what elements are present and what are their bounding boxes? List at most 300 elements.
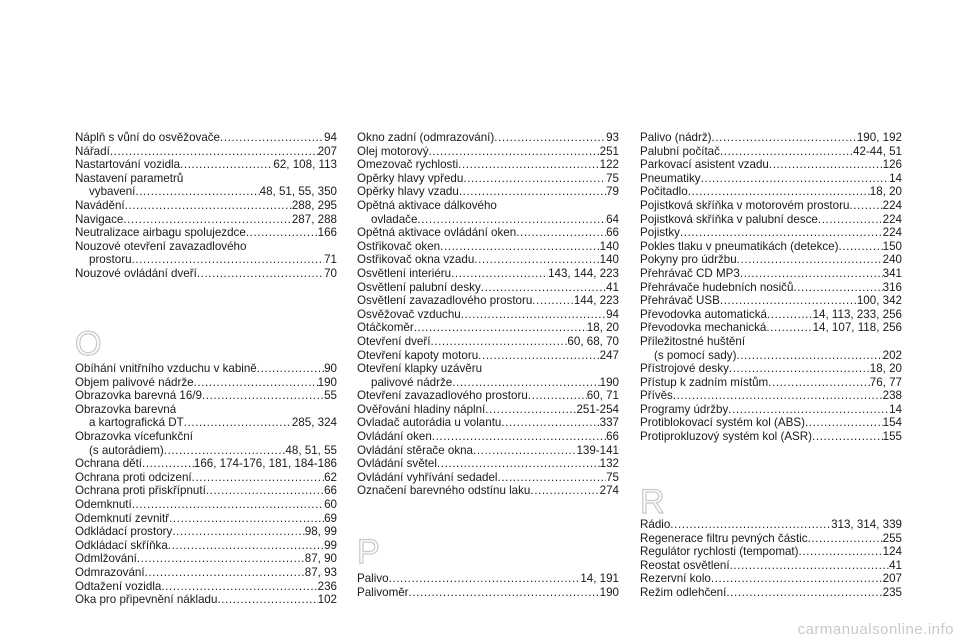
index-entry-label: Osvětlení zavazadlového prostoru: [357, 294, 533, 308]
dot-leader: [220, 131, 324, 145]
index-entry-pages: 337: [599, 416, 619, 430]
index-entry-label: Parkovací asistent vzadu: [640, 158, 769, 172]
index-entry-row: [75, 213, 337, 227]
index-entry-pages: 18, 20: [869, 185, 902, 199]
index-entry: [357, 131, 619, 145]
index-entry-row: [75, 444, 337, 458]
index-entry-row: [357, 158, 619, 172]
dot-leader: [217, 593, 317, 607]
index-entry-label: a kartografická DT: [89, 416, 184, 430]
index-entry-pages: 48, 51, 55: [285, 443, 337, 457]
index-entry-pages: 93: [606, 131, 619, 144]
index-entry: [357, 267, 619, 281]
index-entry-row: [640, 376, 902, 390]
index-entry-label: Pojistková skříňka v palubní desce: [640, 212, 818, 226]
index-entry-pages: 238: [882, 389, 902, 403]
dot-leader: [805, 416, 883, 430]
index-entry-row: [357, 403, 619, 417]
index-entry: [75, 580, 337, 594]
dot-leader: [740, 267, 883, 281]
index-entry-row: [640, 362, 902, 376]
dot-leader: [473, 444, 576, 458]
index-entry-label: Rádio: [640, 518, 671, 531]
index-entry-row: [640, 158, 902, 172]
index-entry-label: Oka pro připevnění nákladu: [75, 593, 218, 607]
index-entry-label: Ochrana dětí: [75, 457, 143, 471]
index-entry: [75, 376, 337, 390]
index-entry-heading: Obrazovka vícefunkční: [75, 429, 193, 443]
index-entry-label: Opětná aktivace ovládání oken: [357, 226, 517, 240]
index-entry-row: [640, 240, 902, 254]
index-entry-row: [75, 552, 337, 566]
dot-leader: [670, 518, 831, 532]
index-entry-pages: 251-254: [576, 402, 619, 416]
index-entry-label: Omezovač rychlosti: [357, 158, 459, 172]
index-entry-pages: 66: [606, 430, 619, 444]
index-entry-label: Režim odlehčení: [640, 585, 727, 599]
index-entry-pages: 287, 288: [291, 212, 337, 226]
index-entry-pages: 255: [882, 531, 902, 545]
index-entry-pages: 166: [317, 226, 337, 240]
index-entry-row: [75, 362, 337, 376]
index-entry-row: [357, 145, 619, 159]
index-entry: [357, 226, 619, 240]
index-entry: [357, 389, 619, 403]
index-entry-label: Ovládání stěrače okna: [357, 443, 474, 457]
dot-leader: [793, 281, 882, 295]
dot-leader: [206, 484, 324, 498]
index-entry-label: Ovladač autorádia u volantu: [357, 416, 502, 430]
dot-leader: [838, 240, 882, 254]
dot-leader: [110, 145, 318, 159]
index-entry-pages: 94: [324, 131, 337, 144]
index-entry-row: [640, 226, 902, 240]
entries-p: [357, 572, 619, 599]
index-column-3: [640, 131, 902, 444]
dot-leader: [135, 185, 259, 199]
index-entry-pages: 190: [599, 375, 619, 389]
dot-leader: [409, 586, 600, 600]
index-entry: [640, 213, 902, 227]
index-entry-row: [75, 253, 337, 267]
index-entry-label: ovladače: [371, 212, 418, 226]
index-entry-row: [640, 559, 902, 573]
index-entry-label: Náplň s vůní do osvěžovače: [75, 131, 221, 144]
index-entry-row: [357, 389, 619, 403]
index-entry-row: [357, 253, 619, 267]
index-entry-pages: 235: [882, 585, 902, 599]
dot-leader: [768, 376, 870, 390]
section-letter-r: R: [640, 483, 665, 521]
index-entry-label: Přehrávač CD MP3: [640, 266, 740, 280]
index-entry-label: Opěrky hlavy vzadu: [357, 185, 459, 199]
dot-leader: [414, 321, 587, 335]
dot-leader: [849, 199, 882, 213]
index-entry-label: Protiprokluzový systém kol (ASR): [640, 430, 813, 444]
index-entry-pages: 251: [599, 144, 619, 158]
index-entry-row: [357, 444, 619, 458]
index-entry-pages: 341: [882, 266, 902, 280]
index-entry-pages: 60, 71: [586, 389, 619, 403]
index-entry-label: Ověřování hladiny náplní: [357, 402, 486, 416]
dot-leader: [459, 185, 606, 199]
index-entry: [357, 471, 619, 485]
index-column-1-o: [75, 362, 337, 607]
index-entry: [640, 145, 902, 159]
index-entry-label: Objem palivové nádrže: [75, 375, 194, 389]
dot-leader: [145, 566, 305, 580]
index-entry-label: Označení barevného odstínu laku: [357, 484, 531, 498]
index-entry: [75, 158, 337, 172]
index-entry: [75, 539, 337, 553]
dot-leader: [463, 172, 606, 186]
index-entry-pages: 166, 174-176, 181, 184-186: [193, 457, 337, 471]
index-entry-pages: 190: [599, 585, 619, 599]
index-entry-row: [640, 389, 902, 403]
index-entry-row: [75, 158, 337, 172]
index-entry-label: Osvěžovač vzduchu: [357, 307, 461, 321]
index-entry: [75, 471, 337, 485]
index-entry-pages: 288, 295: [291, 198, 337, 212]
index-entry-label: Přehrávače hudebních nosičů: [640, 280, 794, 294]
index-entry-pages: 143, 144, 223: [548, 266, 619, 280]
index-entry-row: [640, 403, 902, 417]
index-entry: [357, 253, 619, 267]
index-entry-row: [75, 267, 337, 281]
index-entry-row: [75, 525, 337, 539]
index-entry-row: [357, 586, 619, 600]
dot-leader: [720, 145, 853, 159]
index-entry: [75, 145, 337, 159]
index-entry: [75, 172, 337, 199]
dot-leader: [481, 281, 606, 295]
dot-leader: [197, 267, 324, 281]
index-entry: [640, 416, 902, 430]
dot-leader: [458, 158, 600, 172]
dot-leader: [432, 430, 606, 444]
index-entry: [75, 498, 337, 512]
index-entry-pages: 316: [882, 280, 902, 294]
index-entry: [640, 199, 902, 213]
index-entry-row: [357, 457, 619, 471]
dot-leader: [202, 389, 324, 403]
index-entry-row: [75, 498, 337, 512]
index-entry-pages: 224: [882, 226, 902, 240]
index-column-2-p: [357, 572, 619, 599]
index-entry: [640, 185, 902, 199]
index-entry: [357, 321, 619, 335]
index-entry-pages: 132: [599, 457, 619, 471]
dot-leader: [688, 185, 870, 199]
dot-leader: [451, 267, 548, 281]
index-entry-row: [640, 430, 902, 444]
index-entry: [640, 294, 902, 308]
index-entry: [640, 545, 902, 559]
index-entry-row: [640, 253, 902, 267]
entries-n: [75, 131, 337, 281]
index-entry-pages: 100, 342: [856, 294, 902, 308]
index-entry-row: [75, 199, 337, 213]
index-entry-row: [640, 267, 902, 281]
index-entry-pages: 76, 77: [869, 375, 902, 389]
index-entry-row: [75, 131, 337, 145]
index-entry: [357, 335, 619, 349]
dot-leader: [720, 294, 857, 308]
index-entry-label: Rezervní kolo: [640, 572, 711, 586]
index-entry: [357, 294, 619, 308]
dot-leader: [172, 525, 304, 539]
index-entry-row: [640, 199, 902, 213]
index-entry-pages: 247: [599, 348, 619, 362]
dot-leader: [726, 586, 882, 600]
index-entry-pages: 14, 107, 118, 256: [812, 321, 902, 335]
index-entry-pages: 202: [882, 348, 902, 362]
index-entry-label: Reostat osvětlení: [640, 558, 730, 572]
index-entry-pages: 14: [889, 171, 902, 185]
index-entry-label: Nastartování vozidla: [75, 158, 181, 172]
index-entry-label: Nouzové ovládání dveří: [75, 266, 197, 280]
dot-leader: [766, 321, 812, 335]
index-entry: [640, 430, 902, 444]
index-entry-label: Odtažení vozidla: [75, 579, 162, 593]
index-entry-label: Ostřikovač okna vzadu: [357, 253, 475, 267]
index-entry-pages: 62, 108, 113: [273, 158, 337, 172]
index-entry-pages: 41: [606, 280, 619, 294]
index-entry-label: Přívěs: [640, 389, 673, 403]
dot-leader: [474, 253, 599, 267]
index-entry-pages: 99: [324, 538, 337, 552]
index-entry-label: Otevření zavazadlového prostoru: [357, 389, 528, 403]
index-entry: [357, 281, 619, 295]
index-entry-row: [640, 416, 902, 430]
index-entry-pages: 102: [317, 593, 337, 607]
index-entry-label: Palubní počítač: [640, 144, 720, 158]
index-entry-label: Neutralizace airbagu spolujezdce: [75, 226, 246, 240]
index-entry: [640, 158, 902, 172]
index-entry-row: [640, 281, 902, 295]
index-entry-heading: Příležitostné huštění: [640, 334, 746, 348]
index-entry-pages: 150: [882, 239, 902, 253]
index-entry-pages: 224: [882, 212, 902, 226]
index-entry: [75, 240, 337, 267]
index-entry-row: [357, 335, 619, 349]
index-entry-label: Okno zadní (odmrazování): [357, 131, 495, 144]
index-entry-label: Odemknutí zevnitř: [75, 511, 170, 525]
index-entry-pages: 122: [599, 158, 619, 172]
index-entry-pages: 66: [606, 226, 619, 240]
index-entry-label: Převodovka automatická: [640, 307, 767, 321]
index-entry: [640, 403, 902, 417]
index-entry: [640, 321, 902, 335]
section-letter-p: P: [357, 533, 380, 571]
dot-leader: [528, 389, 587, 403]
index-entry-label: Palivo: [357, 572, 389, 585]
index-entry-row: [75, 457, 337, 471]
dot-leader: [168, 539, 324, 553]
index-entry-pages: 90: [324, 362, 337, 375]
index-entry-pages: 236: [317, 579, 337, 593]
index-entry-pages: 224: [882, 198, 902, 212]
index-entry-pages: 14, 113, 233, 256: [812, 307, 902, 321]
index-entry: [640, 253, 902, 267]
index-entry: [75, 131, 337, 145]
index-entry-pages: 240: [882, 253, 902, 267]
index-entry-row: [357, 172, 619, 186]
index-entry-label: (s autorádiem): [89, 443, 164, 457]
index-entry-pages: 42-44, 51: [853, 144, 902, 158]
index-entry-label: Obrazovka barevná 16/9: [75, 389, 202, 403]
index-entry: [640, 376, 902, 390]
index-entry-row: [640, 518, 902, 532]
dot-leader: [389, 572, 581, 586]
index-entry: [357, 145, 619, 159]
index-entry-pages: 190: [317, 375, 337, 389]
index-entry-pages: 18, 20: [869, 362, 902, 376]
dot-leader: [767, 308, 813, 322]
dot-leader: [437, 457, 600, 471]
dot-leader: [728, 403, 889, 417]
index-entry-label: Olej motorový: [357, 144, 429, 158]
index-entry: [640, 226, 902, 240]
index-entry-pages: 18, 20: [586, 321, 619, 335]
index-entry-pages: 140: [599, 239, 619, 253]
index-entry: [357, 349, 619, 363]
dot-leader: [494, 131, 606, 145]
index-entry: [357, 158, 619, 172]
index-entry-pages: 79: [606, 185, 619, 199]
index-entry-label: Přehrávač USB: [640, 294, 720, 308]
index-entry-row: [357, 572, 619, 586]
index-entry-row: [640, 185, 902, 199]
index-entry-label: Pneumatiky: [640, 171, 701, 185]
dot-leader: [132, 498, 324, 512]
index-entry-heading: Otevření klapky uzávěru: [357, 362, 483, 376]
index-entry: [75, 226, 337, 240]
index-entry-pages: 144, 223: [573, 294, 619, 308]
index-entry: [357, 240, 619, 254]
index-entry: [357, 457, 619, 471]
dot-leader: [737, 253, 883, 267]
index-entry: [640, 308, 902, 322]
entries-o: [75, 362, 337, 607]
index-entry-label: Ostřikovač oken: [357, 239, 441, 253]
index-entry-row: [75, 185, 337, 199]
index-entry-pages: 140: [599, 253, 619, 267]
dot-leader: [194, 376, 318, 390]
index-entry-label: vybavení: [89, 185, 136, 199]
index-entry-row: [640, 145, 902, 159]
index-entry-label: Ochrana proti přiskřípnutí: [75, 484, 206, 498]
index-entry-label: Přístup k zadním místům: [640, 375, 769, 389]
index-entry-row: [75, 593, 337, 607]
index-entry-label: Otevření dveří: [357, 334, 431, 348]
dot-leader: [736, 349, 882, 363]
index-entry: [357, 430, 619, 444]
index-entry: [75, 403, 337, 430]
index-entry-label: Odkládací prostory: [75, 525, 173, 539]
index-entry-pages: 75: [606, 470, 619, 484]
index-entry: [75, 525, 337, 539]
dot-leader: [125, 199, 292, 213]
index-column-3-r: [640, 518, 902, 600]
index-entry-pages: 207: [882, 572, 902, 586]
index-entry-label: Palivoměr: [357, 585, 409, 599]
index-entry-row: [357, 131, 619, 145]
index-entry-pages: 71: [324, 253, 337, 267]
index-entry-row: [75, 566, 337, 580]
index-entry-label: Pokyny pro údržbu: [640, 253, 737, 267]
dot-leader: [184, 416, 292, 430]
dot-leader: [673, 389, 883, 403]
index-entry-label: Osvětlení palubní desky: [357, 280, 481, 294]
dot-leader: [729, 362, 870, 376]
dot-leader: [730, 559, 890, 573]
index-entry-pages: 274: [599, 484, 619, 498]
index-entry-pages: 87, 90: [304, 552, 337, 566]
index-entry-pages: 48, 51, 55, 350: [259, 185, 337, 199]
index-entry: [357, 444, 619, 458]
index-entry-label: palivové nádrže: [371, 375, 453, 389]
index-entry-row: [75, 416, 337, 430]
index-entry-label: Počitadlo: [640, 185, 688, 199]
index-entry-pages: 313, 314, 339: [831, 518, 902, 531]
index-entry-row: [640, 349, 902, 363]
index-entry-heading: Opětná aktivace dálkového: [357, 198, 497, 212]
section-letter-o: O: [75, 325, 102, 363]
index-entry-pages: 155: [882, 430, 902, 444]
dot-leader: [142, 457, 194, 471]
dot-leader: [769, 158, 883, 172]
index-entry-row: [640, 131, 902, 145]
index-entry-row: [640, 172, 902, 186]
index-entry-pages: 98, 99: [304, 525, 337, 539]
index-entry-label: Odemknutí: [75, 497, 132, 511]
index-entry-pages: 139-141: [576, 443, 619, 457]
index-entry: [640, 172, 902, 186]
dot-leader: [164, 444, 286, 458]
index-entry-pages: 207: [317, 144, 337, 158]
index-entry-label: Palivo (nádrž): [640, 131, 712, 144]
index-entry-heading: Nastavení parametrů: [75, 171, 184, 185]
index-entry: [640, 586, 902, 600]
dot-leader: [161, 580, 317, 594]
index-entry-pages: 94: [606, 307, 619, 321]
index-entry-label: Osvětlení interiéru: [357, 266, 452, 280]
index-entry-row: [640, 532, 902, 546]
index-entry-pages: 124: [882, 545, 902, 559]
index-entry: [75, 389, 337, 403]
dot-leader: [192, 471, 324, 485]
index-entry: [357, 172, 619, 186]
index-entry-label: Obíhání vnitřního vzduchu v kabině: [75, 362, 257, 375]
index-entry: [357, 572, 619, 586]
index-entry-label: Navádění: [75, 198, 125, 212]
dot-leader: [430, 335, 567, 349]
index-entry-pages: 60: [324, 497, 337, 511]
index-entry: [75, 362, 337, 376]
index-entry: [75, 213, 337, 227]
index-entry-row: [357, 349, 619, 363]
index-entry-pages: 55: [324, 389, 337, 403]
entries-r: [640, 518, 902, 600]
index-entry-row: [75, 376, 337, 390]
index-entry-pages: 14, 191: [580, 572, 619, 585]
index-entry-row: [75, 471, 337, 485]
index-entry-row: [640, 321, 902, 335]
index-entry-label: Nářadí: [75, 144, 110, 158]
index-entry-label: Ovládání vyhřívání sedadel: [357, 470, 498, 484]
index-entry-label: Přístrojové desky: [640, 362, 729, 376]
